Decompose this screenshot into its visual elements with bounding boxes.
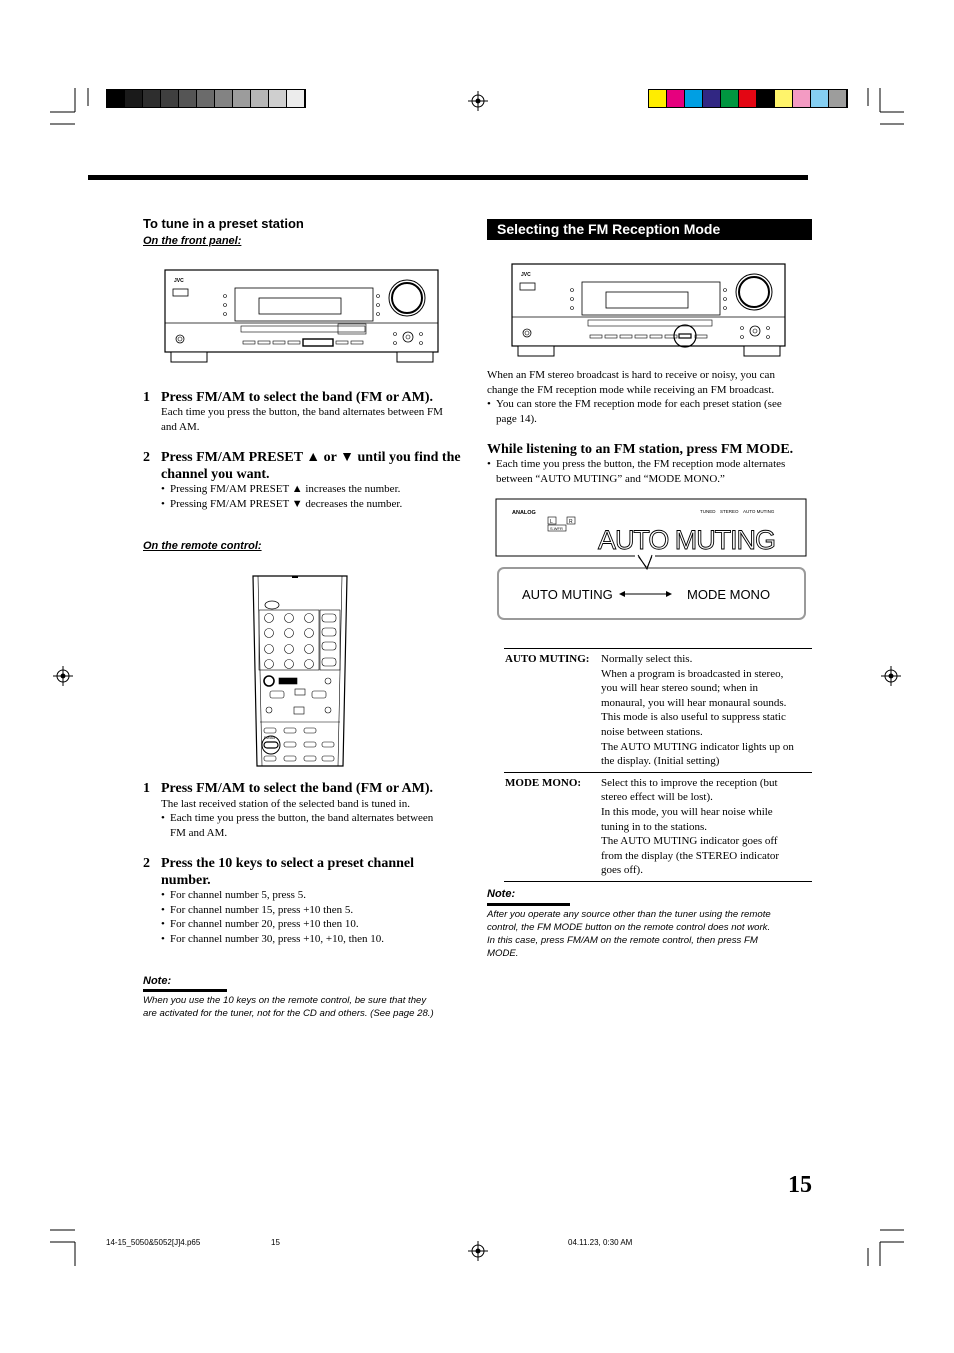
bullet-line: FM and AM.	[170, 826, 228, 839]
intro-line: When an FM stereo broadcast is hard to receive or noisy, you can	[487, 369, 775, 381]
step-heading-line1: Press FM/AM PRESET ▲ or ▼ until you find the	[161, 450, 461, 465]
color-swatch	[143, 90, 161, 107]
registration-target-icon	[468, 91, 488, 111]
bullet-line: page 14).	[496, 412, 537, 425]
mode-term: MODE MONO:	[505, 776, 582, 789]
front-step-2-bullets	[161, 482, 471, 511]
brand-logo: JVC	[521, 272, 531, 278]
remote-control-illustration	[250, 572, 350, 768]
desc-line: stereo effect will be lost).	[601, 791, 713, 804]
gray-color-bar	[106, 89, 306, 108]
bullet-item: • For channel number 30, press +10, +10, then 10.	[161, 932, 471, 947]
remote-step-1-bullets	[161, 811, 471, 840]
crop-marks-bottom-left	[50, 1226, 90, 1266]
color-swatch	[667, 90, 685, 107]
process-color-bar	[648, 89, 848, 108]
color-swatch	[739, 90, 757, 107]
color-swatch	[685, 90, 703, 107]
footer-filename: 14-15_5050&5052[J]4.p65	[106, 1238, 201, 1247]
left-channel-indicator: L	[550, 519, 553, 525]
color-swatch	[775, 90, 793, 107]
fm-am-button-label: FM/AM	[264, 736, 276, 740]
subwoofer-indicator: S.WFR	[550, 526, 563, 531]
intro-line: change the FM reception mode while receiving an FM broadcast.	[487, 383, 775, 396]
desc-line: from the display (the STEREO indicator	[601, 849, 780, 862]
step-number: 2	[143, 856, 150, 871]
step-number: 1	[143, 390, 150, 405]
reception-mode-table	[504, 648, 812, 882]
color-swatch	[829, 90, 847, 107]
segment-display-text: AUTO MUTING	[598, 525, 782, 555]
color-swatch	[721, 90, 739, 107]
tuned-indicator: TUNED	[700, 509, 716, 514]
remote-step-2-bullets	[161, 888, 471, 946]
note-line: After you operate any source other than the tuner using the remote	[487, 909, 771, 920]
desc-line: Select this to improve the reception (but	[601, 776, 778, 789]
color-swatch	[179, 90, 197, 107]
bullet-line: Each time you press the button, the band alternates between	[170, 812, 434, 824]
step-number: 2	[143, 450, 150, 465]
remote-step-2	[143, 855, 473, 889]
note-line: are activated for the tuner, not for the CD and others. (See page 28.)	[143, 1008, 434, 1019]
desc-line: monaural, you will hear monaural sounds.	[601, 696, 787, 709]
mode-row-auto-muting	[504, 649, 812, 773]
intro-text	[487, 368, 812, 397]
note-line: When you use the 10 keys on the remote control, be sure that they	[143, 995, 427, 1006]
bullet-line: You can store the FM reception mode for each preset station (see	[496, 398, 782, 410]
remote-control-label: On the remote control:	[143, 540, 262, 552]
section-title: Selecting the FM Reception Mode	[497, 221, 721, 237]
section-header	[487, 219, 812, 240]
bullet-line: between “AUTO MUTING” and “MODE MONO.”	[496, 472, 725, 485]
auto-muting-indicator: AUTO MUTING	[743, 509, 775, 514]
color-swatch	[125, 90, 143, 107]
mode-description	[601, 652, 812, 769]
crop-marks-top-left	[50, 88, 90, 128]
color-swatch	[107, 90, 125, 107]
color-swatch	[269, 90, 287, 107]
desc-line: the display. (Initial setting)	[601, 755, 720, 768]
stereo-indicator: STEREO	[720, 509, 739, 514]
color-swatch	[811, 90, 829, 107]
footer-page: 15	[271, 1238, 280, 1247]
desc-line: This mode is also useful to suppress static	[601, 711, 786, 724]
step-number: 1	[143, 781, 150, 796]
note-label: Note:	[143, 975, 172, 987]
bullet-item	[487, 397, 812, 426]
desc-line: In this mode, you will hear noise while	[601, 805, 773, 818]
analog-indicator: ANALOG	[512, 510, 536, 516]
brand-logo: JVC	[174, 278, 184, 284]
bullet-item	[487, 457, 812, 486]
footer-date: 04.11.23, 0:30 AM	[568, 1238, 633, 1247]
crop-marks-bottom-right	[864, 1226, 904, 1266]
bullet-item: • For channel number 5, press 5.	[161, 888, 471, 903]
front-step-2	[143, 449, 473, 483]
front-panel-label: On the front panel:	[143, 235, 242, 247]
color-swatch	[287, 90, 305, 107]
desc-line: you will hear stereo sound; when in	[601, 682, 759, 695]
color-swatch	[197, 90, 215, 107]
fm-mode-step: While listening to an FM station, press FM MODE.	[487, 442, 794, 457]
step-heading-line1: Press the 10 keys to select a preset channel	[161, 856, 414, 871]
header-rule	[88, 175, 808, 180]
note-rule	[143, 989, 227, 992]
note-rule	[487, 903, 570, 906]
desc-line: Normally select this.	[601, 653, 693, 665]
color-swatch	[757, 90, 775, 107]
desc-line: goes off).	[601, 864, 643, 877]
mode-description	[601, 776, 812, 878]
note-text	[487, 908, 812, 960]
front-step-1-body	[161, 405, 471, 434]
remote-step-1	[143, 780, 473, 797]
note-line: MODE.	[487, 948, 519, 959]
body-line: Each time you press the button, the band alternates between FM	[161, 406, 443, 418]
bullet-item: • Pressing FM/AM PRESET ▼ decreases the number.	[161, 497, 471, 512]
bullet-line: Each time you press the button, the FM reception mode alternates	[496, 458, 786, 470]
body-line: and AM.	[161, 420, 200, 433]
color-swatch	[161, 90, 179, 107]
color-swatch	[251, 90, 269, 107]
note-text	[143, 994, 473, 1020]
note-label: Note:	[487, 888, 516, 900]
mode-row-mode-mono	[504, 773, 812, 882]
front-step-1	[143, 389, 473, 406]
page-number: 15	[788, 1172, 812, 1198]
desc-line: When a program is broadcasted in stereo,	[601, 667, 784, 680]
step-heading: Press FM/AM to select the band (FM or AM).	[161, 781, 434, 796]
registration-target-icon	[53, 666, 73, 686]
step-heading-line2: channel you want.	[161, 467, 270, 482]
receiver-front-panel-illustration	[163, 268, 440, 364]
mode-term: AUTO MUTING:	[505, 653, 590, 665]
color-swatch	[703, 90, 721, 107]
auto-muting-option: AUTO MUTING	[522, 587, 613, 602]
remote-step-1-body: The last received station of the selected band is tuned in.	[161, 798, 410, 810]
right-channel-indicator: R	[569, 519, 573, 525]
step-heading-line2: number.	[161, 873, 211, 888]
bullet-item: • For channel number 20, press +10 then 10.	[161, 917, 471, 932]
bullet-item	[161, 811, 471, 840]
desc-line: The AUTO MUTING indicator goes off	[601, 835, 778, 848]
bullet-item: • Pressing FM/AM PRESET ▲ increases the number.	[161, 482, 471, 497]
note-line: In this case, press FM/AM on the remote control, then press FM	[487, 935, 758, 946]
desc-line: The AUTO MUTING indicator lights up on	[601, 740, 794, 753]
section-title-preset: To tune in a preset station	[143, 216, 304, 231]
color-swatch	[649, 90, 667, 107]
color-swatch	[215, 90, 233, 107]
desc-line: tuning in to the stations.	[601, 820, 708, 833]
color-swatch	[233, 90, 251, 107]
crop-marks-top-right	[864, 88, 904, 128]
color-swatch	[793, 90, 811, 107]
registration-target-icon	[881, 666, 901, 686]
receiver-fm-mode-illustration	[510, 262, 788, 358]
fm-display-illustration	[495, 498, 808, 624]
fm-mode-step-bullets	[487, 457, 812, 486]
registration-target-icon	[468, 1241, 488, 1261]
bullet-item: • For channel number 15, press +10 then 5.	[161, 903, 471, 918]
mode-mono-option: MODE MONO	[687, 587, 771, 602]
step-heading: Press FM/AM to select the band (FM or AM).	[161, 390, 434, 405]
intro-bullets	[487, 397, 812, 426]
desc-line: noise between stations.	[601, 725, 703, 738]
note-line: control, the FM MODE button on the remote control does not work.	[487, 922, 771, 933]
